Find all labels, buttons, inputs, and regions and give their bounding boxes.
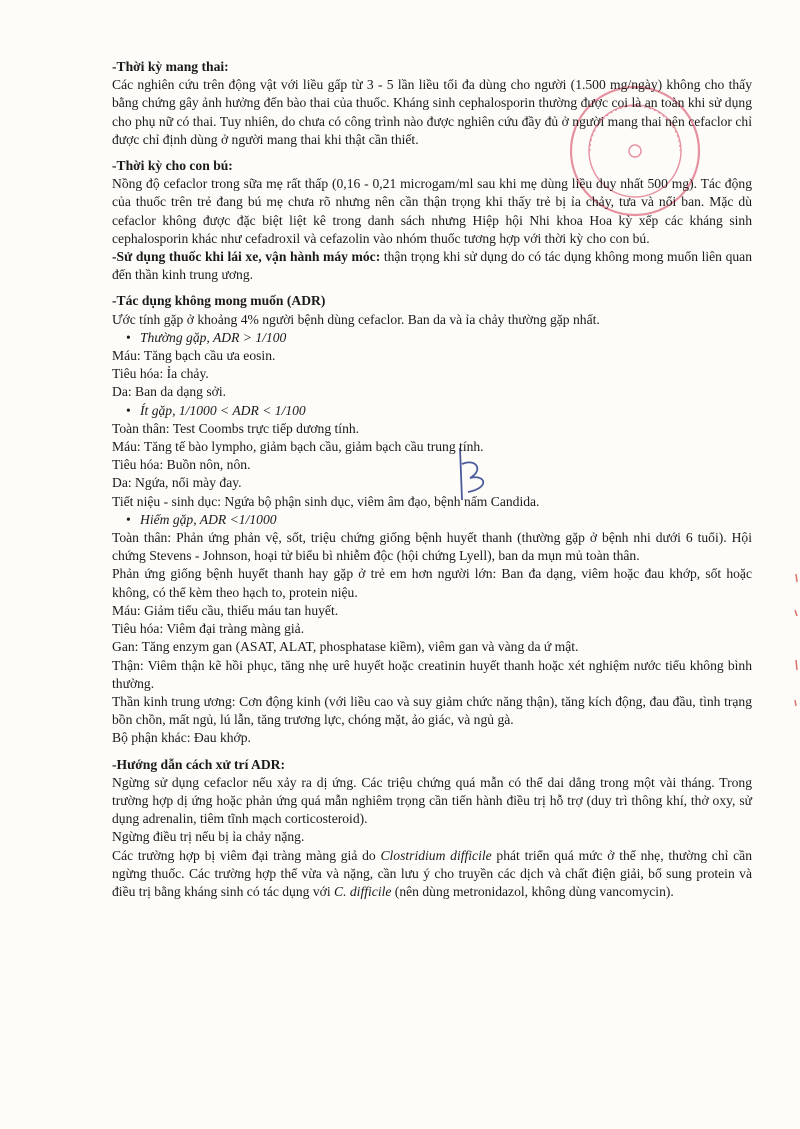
management-p3-c: phát triển quá mức ở thể nhẹ, thường chỉ cần ngừng thuốc. Các trường hợp thể vừa và nặng, cần lưu ý cho truyền các dịch và chất điện giải, bổ sung protein và điều trị bằng kháng sinh có tác dụng với (112, 847, 752, 899)
adr-common-line: Máu: Tăng bạch cầu ưa eosin. (112, 348, 276, 364)
management-p3-organism: Clostridium difficile (380, 847, 492, 863)
pregnancy-text: Các nghiên cứu trên động vật với liều gấp từ 3 - 5 lần liều tối đa dùng cho người (1.500 mg/ngày) không cho thấy bằng chứng gây ảnh hưởng đến bào thai của thuốc. Kháng sinh cephalosporin thường được coi là an toàn khi sử dụng cho phụ nữ có thai. Tuy nhiên, do chưa có công trình nào được nghiên cứu đầy đủ ở người mang thai nên cefaclor chỉ được chỉ định dùng ở người mang thai khi thật cần thiết. (112, 77, 752, 147)
adr-rare-line: Bộ phận khác: Đau khớp. (112, 730, 251, 746)
adr-intro: Ước tính gặp ở khoảng 4% người bệnh dùng cefaclor. Ban da và ỉa chảy thường gặp nhất. (112, 311, 600, 327)
adr-rare-label: • Hiếm gặp, ADR <1/1000 (112, 511, 752, 529)
adr-uncommon-line: Tiêu hóa: Buồn nôn, nôn. (112, 457, 251, 473)
adr-uncommon-label: • Ít gặp, 1/1000 < ADR < 1/100 (112, 402, 752, 420)
adr-common-line: Tiêu hóa: Ỉa chảy. (112, 366, 209, 382)
breastfeeding-heading: -Thời kỳ cho con bú: (112, 158, 233, 174)
adr-uncommon-line: Tiết niệu - sinh dục: Ngứa bộ phận sinh dục, viêm âm đạo, bệnh nấm Candida. (112, 493, 540, 509)
driving-heading: -Sử dụng thuốc khi lái xe, vận hành máy móc: (112, 249, 381, 265)
adr-common-line: Da: Ban da dạng sởi. (112, 384, 227, 400)
adr-uncommon-line: Da: Ngứa, nổi mày đay. (112, 475, 242, 491)
adr-rare-line: Toàn thân: Phản ứng phản vệ, sốt, triệu chứng giống bệnh huyết thanh (thường gặp ở bệnh nhi dưới 6 tuổi). Hội chứng Stevens - Johnson, hoại tử biểu bì nhiễm độc (hội chứng Lyell), ban da mụn mủ toàn thân. (112, 530, 752, 564)
adr-rare-line: Tiêu hóa: Viêm đại tràng màng giả. (112, 621, 305, 637)
adr-rare-line: Thận: Viêm thận kẽ hồi phục, tăng nhẹ urê huyết hoặc creatinin huyết thanh hoặc xét nghiệm nước tiểu không bình thường. (112, 657, 752, 691)
management-p3 (112, 847, 752, 902)
driving-paragraph (112, 248, 752, 284)
management-p3-a: Các trường hợp bị viêm đại tràng màng giả do (112, 847, 381, 863)
adr-rare-line: Gan: Tăng enzym gan (ASAT, ALAT, phosphatase kiềm), viêm gan và vàng da ứ mật. (112, 639, 579, 655)
adr-common-label: • Thường gặp, ADR > 1/100 (112, 329, 752, 347)
adr-rare-line: Thần kinh trung ương: Cơn động kinh (với liều cao và suy giảm chức năng thận), tăng kích động, đau đầu, tình trạng bồn chồn, mất ngủ, lú lẫn, tăng trương lực, chóng mặt, ảo giác, và ngủ gà. (112, 693, 752, 728)
adr-rare-line: Phản ứng giống bệnh huyết thanh hay gặp ở trẻ em hơn người lớn: Ban đa dạng, viêm hoặc đau khớp, sốt hoặc không, có thể kèm theo hạch to, protein niệu. (112, 566, 752, 600)
adr-uncommon-line: Máu: Tăng tế bào lympho, giảm bạch cầu, giảm bạch cầu trung tính. (112, 439, 484, 455)
adr-heading: -Tác dụng không mong muốn (ADR) (112, 293, 326, 309)
management-p1: Ngừng sử dụng cefaclor nếu xảy ra dị ứng. Các triệu chứng quá mẫn có thể dai dẳng trong một vài tháng. Trong trường hợp dị ứng hoặc phản ứng quá mẫn nghiêm trọng cần tiến hành điều trị hỗ trợ (duy trì thông khí, thở oxy, sử dụng adrenalin, tiêm tĩnh mạch corticosteroid). (112, 774, 752, 827)
breastfeeding-text: Nồng độ cefaclor trong sữa mẹ rất thấp (0,16 - 0,21 microgam/ml sau khi mẹ dùng liều duy nhất 500 mg). Tác động của thuốc trên trẻ đang bú mẹ chưa rõ nhưng nên cần thận trọng khi thấy trẻ bị ỉa chảy, tưa và nổi ban. Mặc dù cefaclor không được đặc biệt liệt kê trong danh sách nhưng Hiệp hội Nhi khoa Hoa kỳ xếp các kháng sinh cephalosporin khác như cefadroxil và cefazolin vào nhóm thuốc tương hợp với thời kỳ cho con bú. (112, 176, 752, 246)
edge-marks (792, 570, 800, 710)
document-page (112, 58, 752, 901)
pregnancy-heading: -Thời kỳ mang thai: (112, 59, 229, 74)
driving-text: thận trọng khi sử dụng do có tác dụng không mong muốn liên quan đến thần kinh trung ương. (112, 249, 752, 283)
management-p2: Ngừng điều trị nếu bị ỉa chảy nặng. (112, 829, 305, 845)
management-heading: -Hướng dẫn cách xử trí ADR: (112, 756, 285, 772)
management-p3-organism-short: C. difficile (334, 883, 392, 899)
adr-rare-line: Máu: Giảm tiểu cầu, thiếu máu tan huyết. (112, 602, 339, 618)
adr-uncommon-line: Toàn thân: Test Coombs trực tiếp dương tính. (112, 420, 360, 436)
management-p3-e: (nên dùng metronidazol, không dùng vancomycin). (391, 883, 674, 899)
